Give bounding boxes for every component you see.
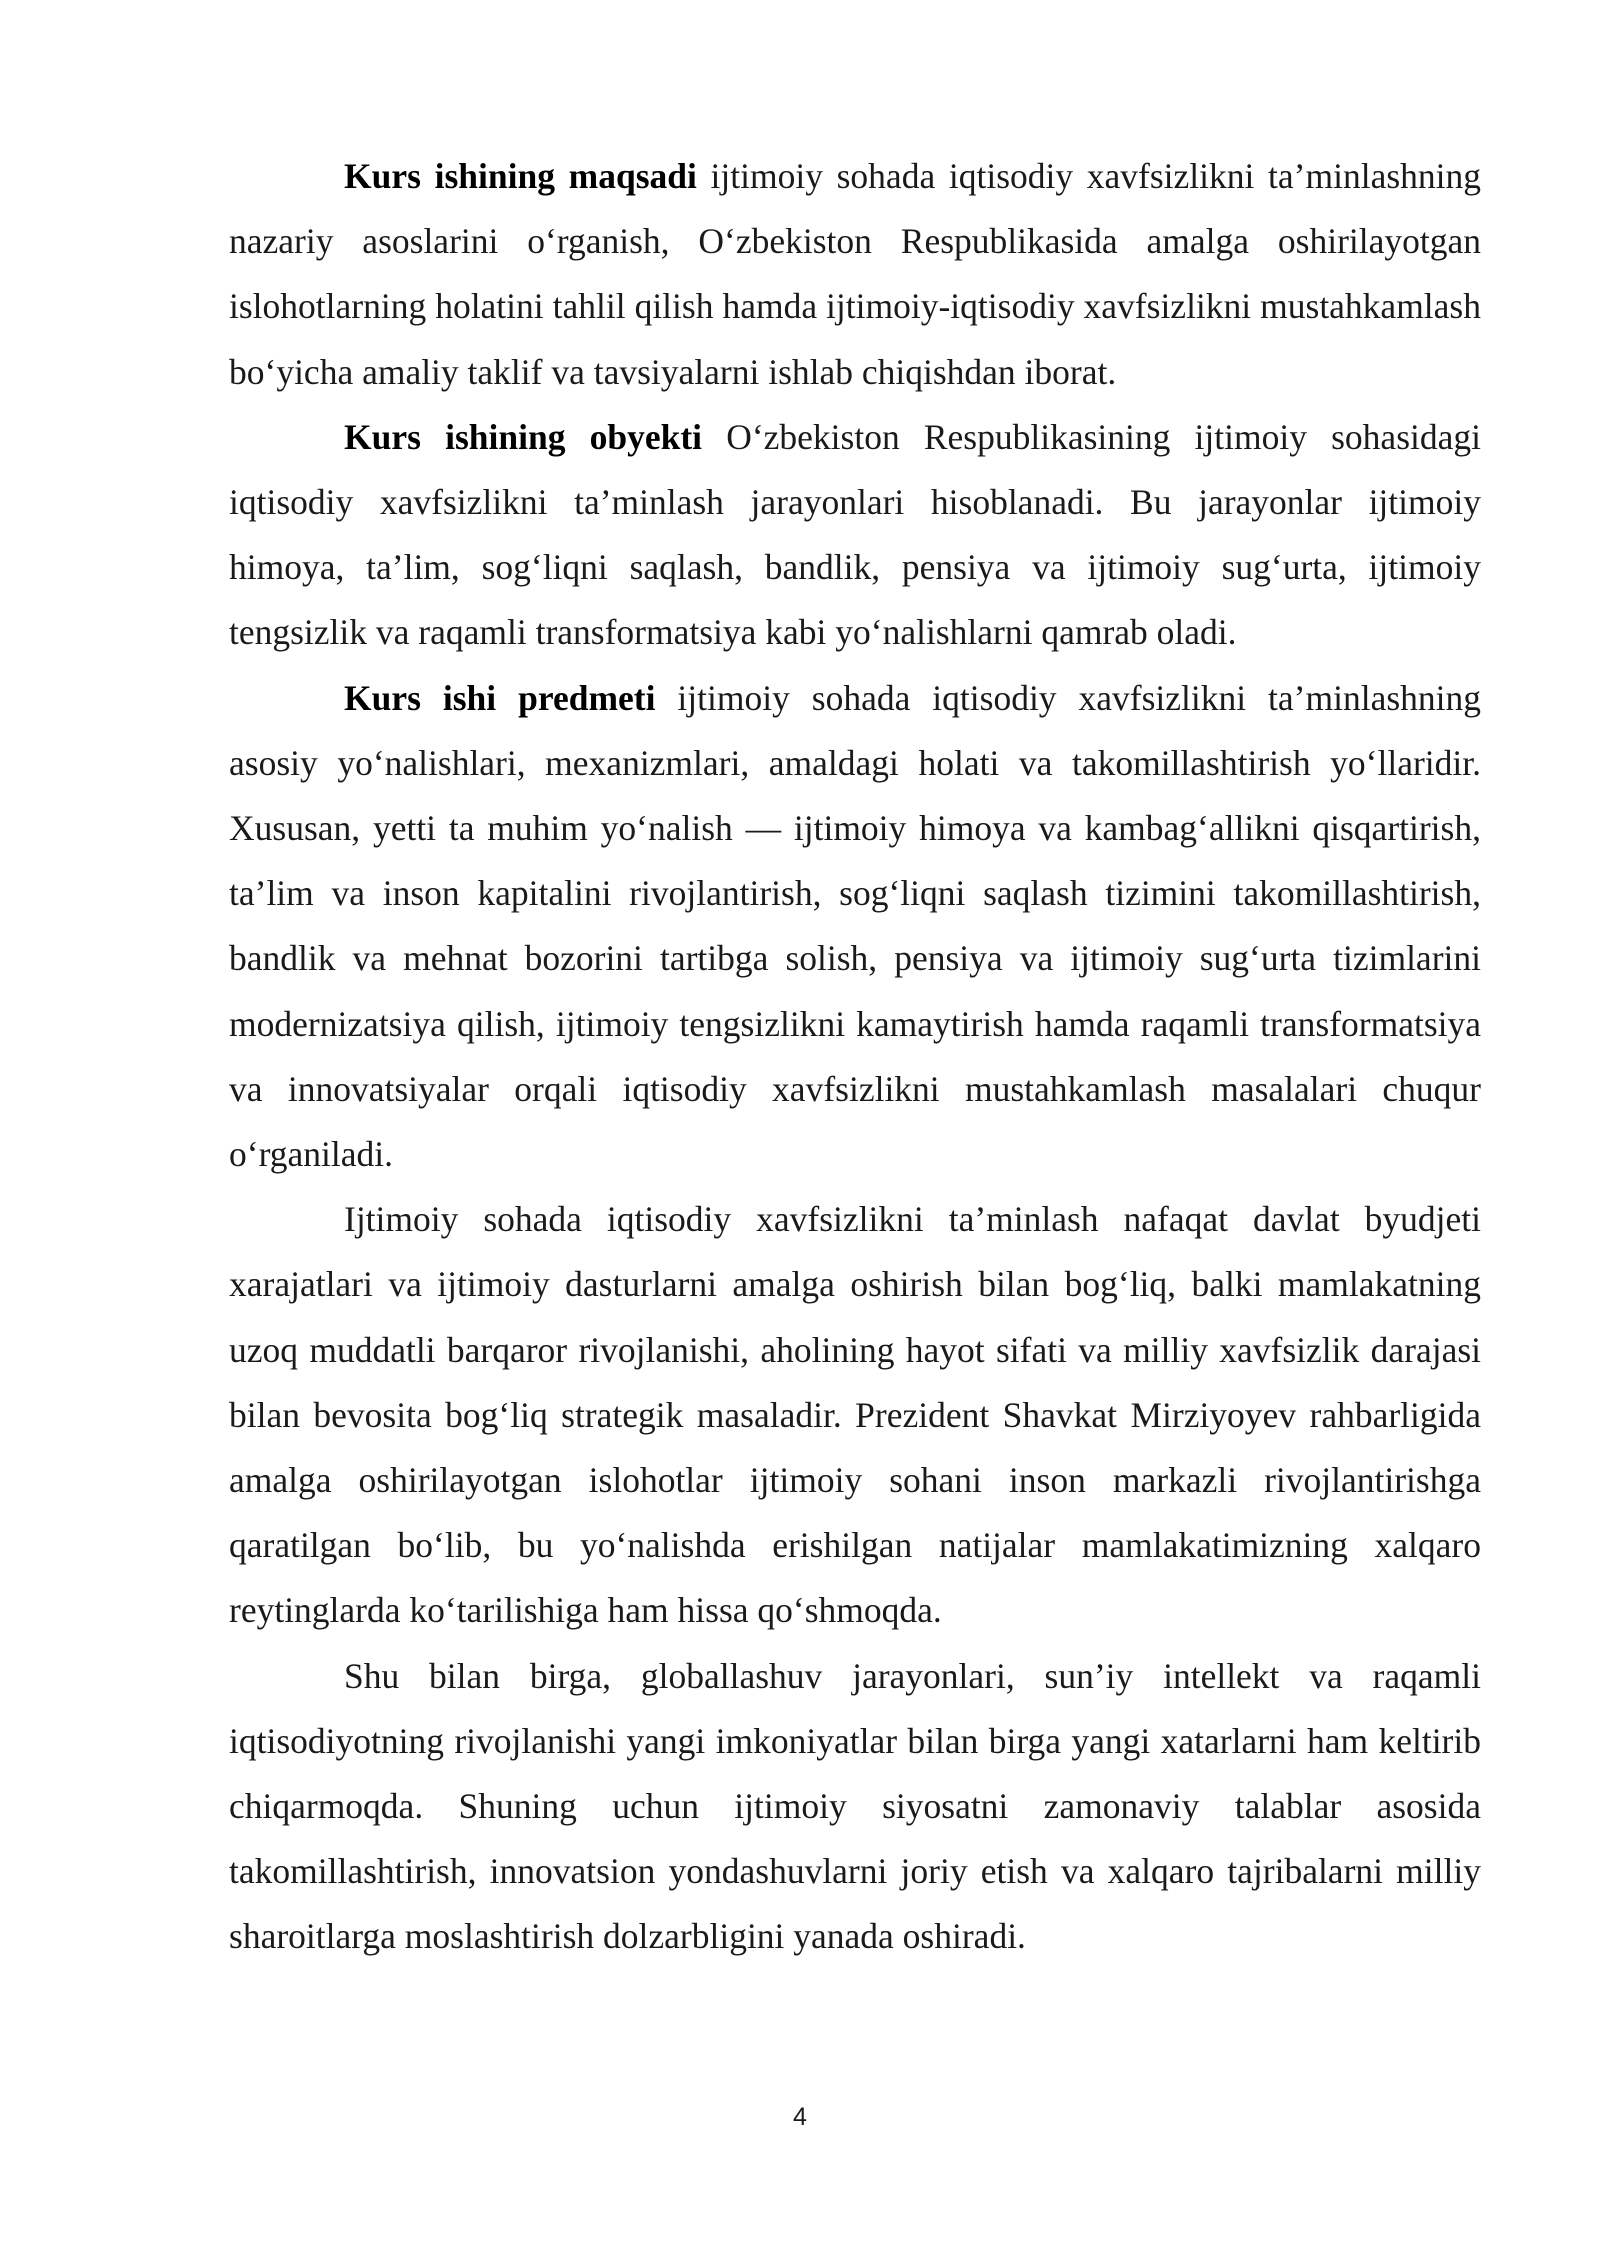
paragraph-lead-heading: Kurs ishining maqsadi bbox=[344, 156, 697, 196]
paragraph-text: ijtimoiy sohada iqtisodiy xavfsizlikni ta’minlashning nazariy asoslarini o‘rganish, O‘zbekiston Respublikasida amalga oshirilayotgan islohotlarning holatini tahlil qilish hamda ijtimoiy-iqtisodiy xavfsizlikni mustahkamlash bo‘yicha amaliy taklif va tavsiyalarni ishlab chiqishdan iborat. bbox=[229, 156, 1481, 392]
paragraph-lead-heading: Kurs ishi predmeti bbox=[344, 677, 656, 718]
paragraph-course-object bbox=[229, 405, 1481, 666]
paragraph-lead-heading: Kurs ishining obyekti bbox=[344, 416, 703, 457]
paragraph-economic-security bbox=[229, 1187, 1481, 1643]
page-number: 4 bbox=[793, 2103, 807, 2131]
paragraph-course-goal bbox=[229, 144, 1481, 405]
paragraph-text: ijtimoiy sohada iqtisodiy xavfsizlikni ta’minlashning asosiy yo‘nalishlari, mexanizmlari, amaldagi holati va takomillashtirish yo‘llaridir. Xususan, yetti ta muhim yo‘nalish — ijtimoiy himoya va kambag‘allikni qisqartirish, ta’lim va inson kapitalini rivojlantirish, sog‘liqni saqlash tizimini takomillashtirish, bandlik va mehnat bozorini tartibga solish, pensiya va ijtimoiy sug‘urta tizimlarini modernizatsiya qilish, ijtimoiy tengsizlikni kamaytirish hamda raqamli transformatsiya va innovatsiyalar orqali iqtisodiy xavfsizlikni mustahkamlash masalalari chuqur o‘rganiladi. bbox=[229, 677, 1481, 1175]
paragraph-text: O‘zbekiston Respublikasining ijtimoiy sohasidagi iqtisodiy xavfsizlikni ta’minlash jarayonlari hisoblanadi. Bu jarayonlar ijtimoiy himoya, ta’lim, sog‘liqni saqlash, bandlik, pensiya va ijtimoiy sug‘urta, ijtimoiy tengsizlik va raqamli transformatsiya kabi yo‘nalishlarni qamrab oladi. bbox=[229, 416, 1481, 653]
document-body bbox=[229, 144, 1481, 1970]
paragraph-text: Ijtimoiy sohada iqtisodiy xavfsizlikni ta’minlash nafaqat davlat byudjeti xarajatlari va ijtimoiy dasturlarni amalga oshirish bilan bog‘liq, balki mamlakatning uzoq muddatli barqaror rivojlanishi, aholining hayot sifati va milliy xavfsizlik darajasi bilan bevosita bog‘liq strategik masaladir. Prezident Shavkat Mirziyoyev rahbarligida amalga oshirilayotgan islohotlar ijtimoiy sohani inson markazli rivojlantirishga qaratilgan bo‘lib, bu yo‘nalishda erishilgan natijalar mamlakatimizning xalqaro reytinglarda ko‘tarilishiga ham hissa qo‘shmoqda. bbox=[229, 1199, 1481, 1631]
paragraph-globalization bbox=[229, 1644, 1481, 1970]
paragraph-course-subject bbox=[229, 666, 1481, 1188]
paragraph-text: Shu bilan birga, globallashuv jarayonlari, sun’iy intellekt va raqamli iqtisodiyotning rivojlanishi yangi imkoniyatlar bilan birga yangi xatarlarni ham keltirib chiqarmoqda. Shuning uchun ijtimoiy siyosatni zamonaviy talablar asosida takomillashtirish, innovatsion yondashuvlarni joriy etish va xalqaro tajribalarni milliy sharoitlarga moslashtirish dolzarbligini yanada oshiradi. bbox=[229, 1655, 1481, 1957]
